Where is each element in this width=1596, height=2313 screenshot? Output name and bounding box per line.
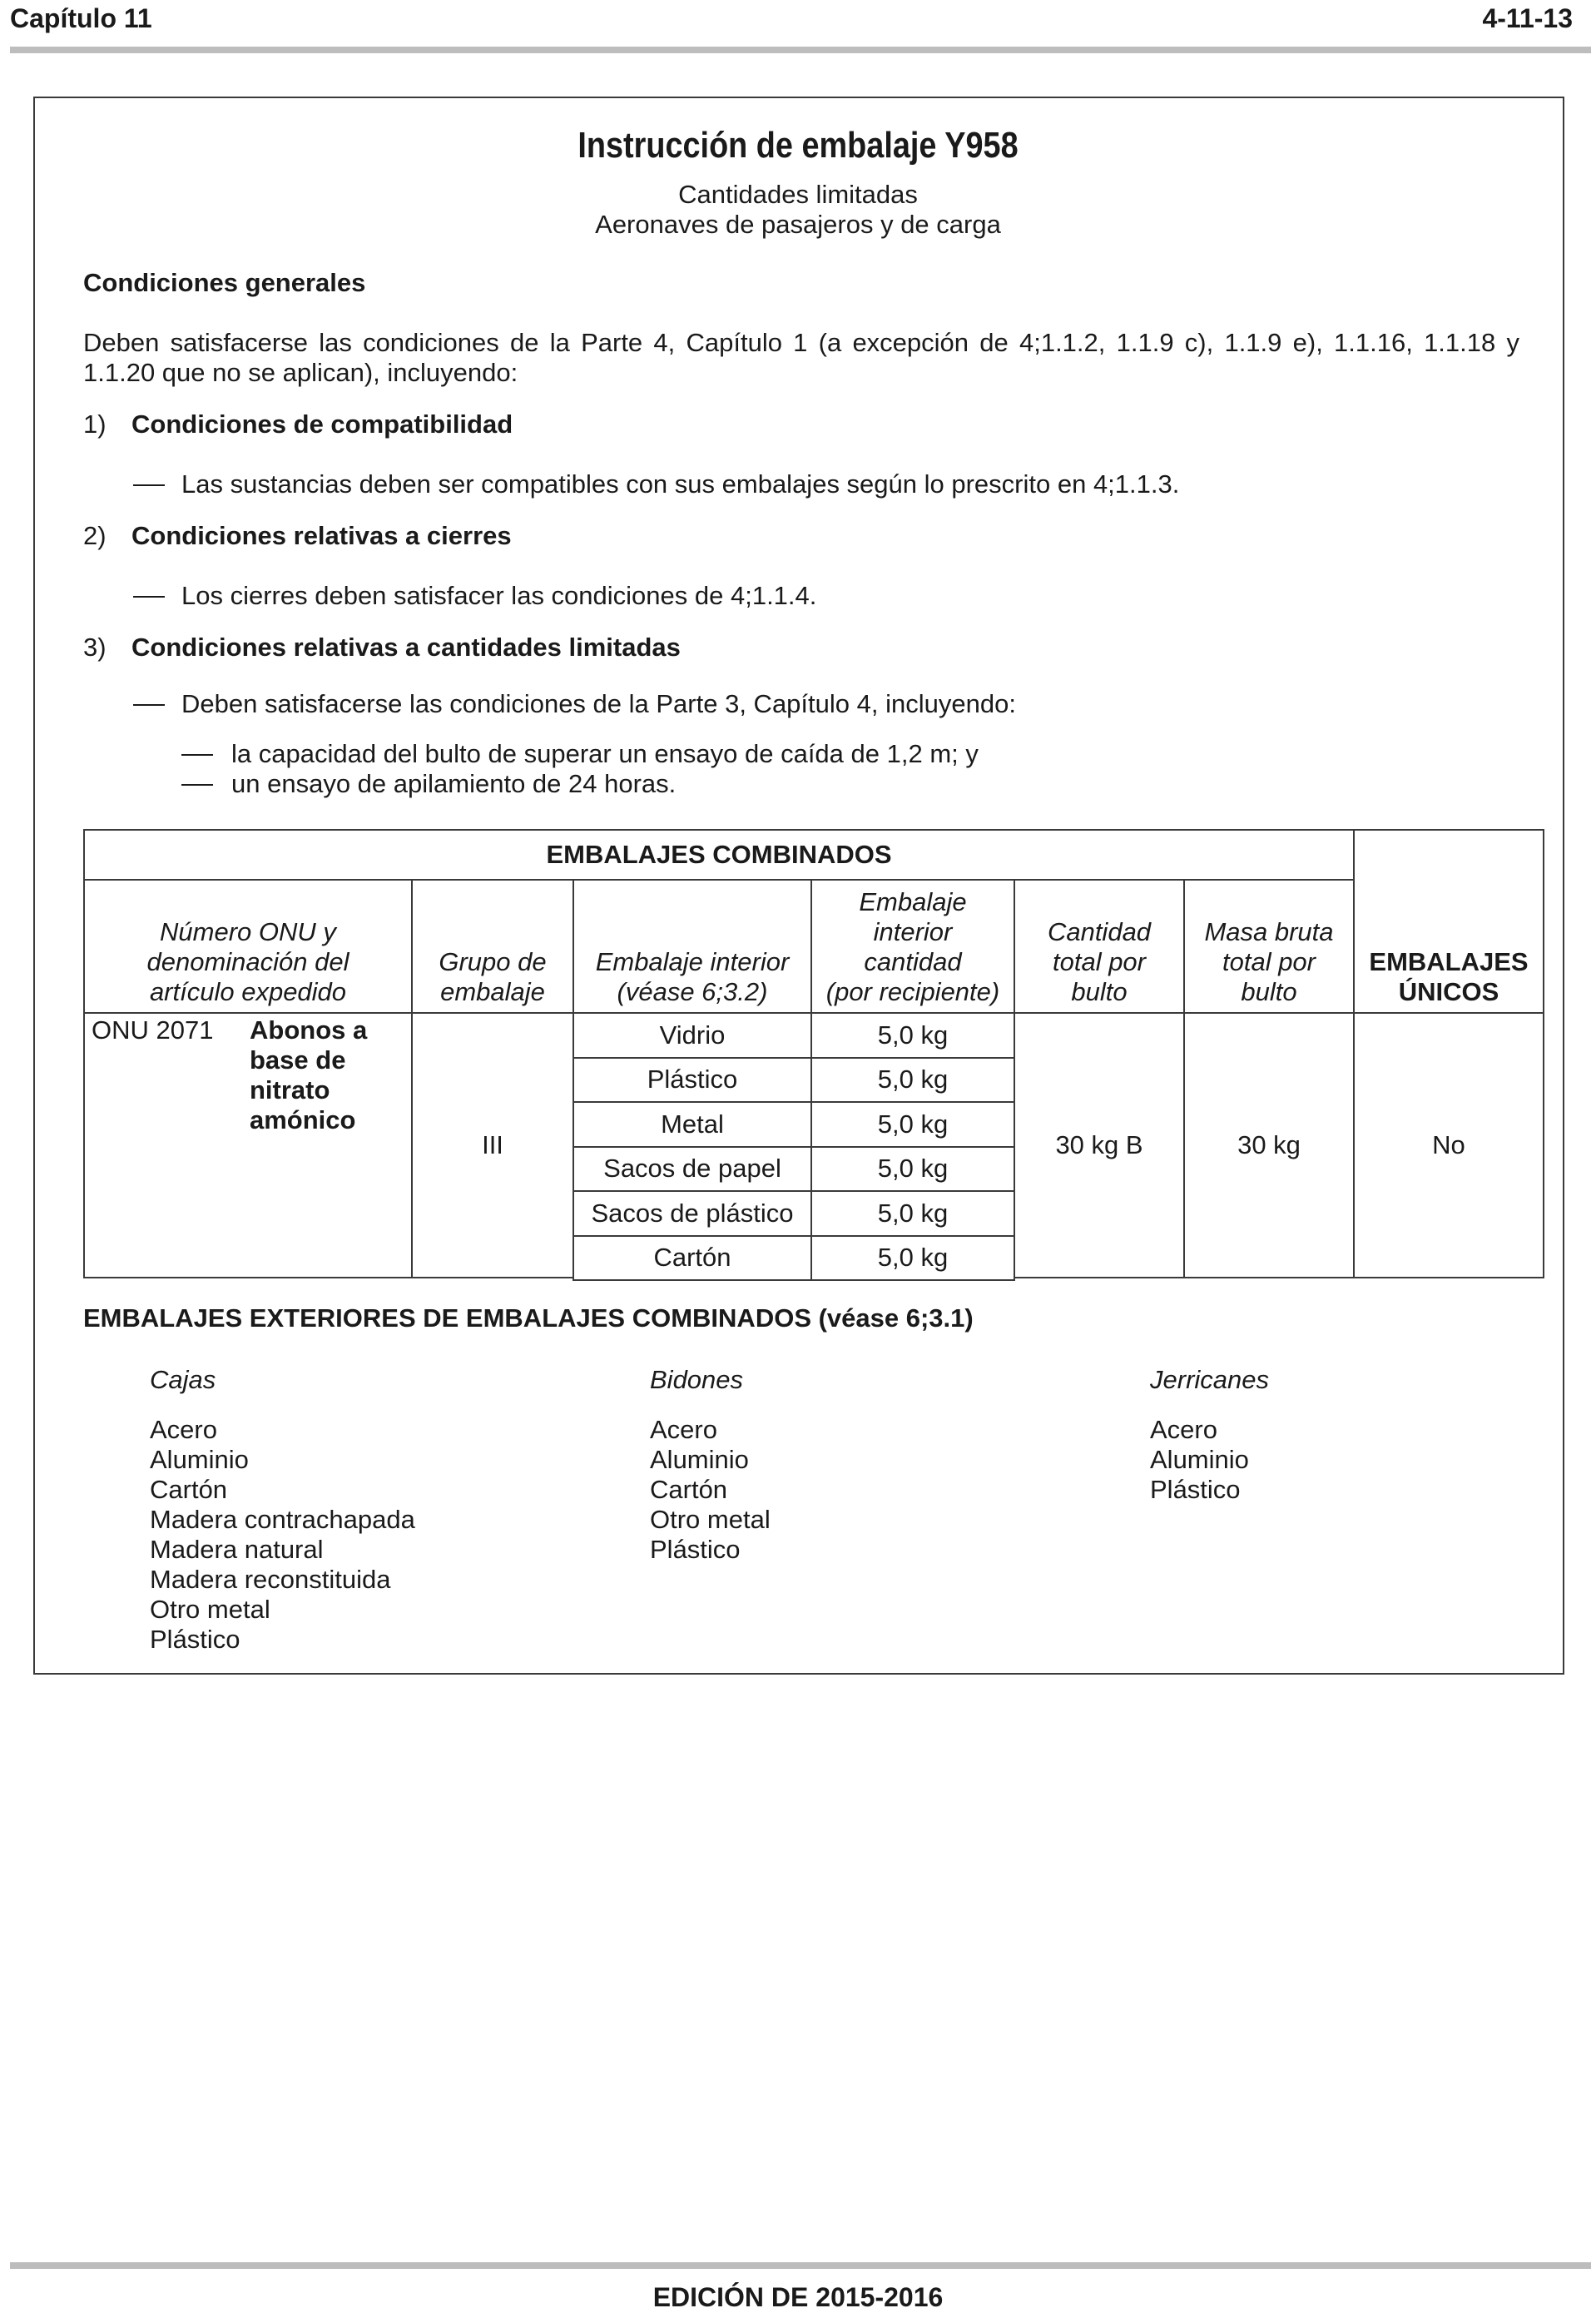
outer-packagings-heading: EMBALAJES EXTERIORES DE EMBALAJES COMBINADOS (véase 6;3.1) <box>83 1303 974 1333</box>
inner-packaging-cell: Sacos de papel <box>572 1146 812 1193</box>
condition-3-subitem-1: la capacidad del bulto de superar un ensayo de caída de 1,2 m; y <box>231 739 979 768</box>
dash-bullet <box>133 704 165 706</box>
un-number: ONU 2071 <box>92 1015 214 1045</box>
gross-mass-cell: 30 kg <box>1183 1012 1355 1278</box>
list-item: Aluminio <box>150 1445 249 1474</box>
general-conditions-heading: Condiciones generales <box>83 268 366 297</box>
inner-quantity-cell: 5,0 kg <box>810 1146 1015 1193</box>
col-header-un-name: Número ONU y denominación del artículo expedido <box>83 879 413 1014</box>
list-item: Aluminio <box>650 1445 749 1474</box>
col-header-packing-group: Grupo de embalaje <box>411 879 574 1014</box>
footer-rule <box>10 2262 1591 2269</box>
list-item: Madera reconstituida <box>150 1565 391 1594</box>
inner-quantity-cell: 5,0 kg <box>810 1235 1015 1282</box>
condition-1-text: Las sustancias deben ser compatibles con sus embalajes según lo prescrito en 4;1.1.3. <box>181 469 1180 499</box>
dash-bullet <box>181 784 213 786</box>
subtitle-quantities: Cantidades limitadas <box>678 180 918 209</box>
un-cell <box>83 1012 413 1278</box>
column-heading: Cajas <box>150 1365 216 1394</box>
outer-column-jerricans <box>1150 1365 1269 1505</box>
list-item: Plástico <box>150 1625 240 1654</box>
inner-quantity-cell: 5,0 kg <box>810 1190 1015 1237</box>
outer-column-boxes <box>150 1365 415 1655</box>
list-item: Acero <box>1150 1415 1217 1444</box>
dash-bullet <box>133 484 165 486</box>
list-item: Aluminio <box>1150 1445 1249 1474</box>
chapter-label: Capítulo 11 <box>10 3 152 33</box>
single-packagings-header: EMBALAJES ÚNICOS <box>1353 829 1544 1014</box>
inner-packaging-cell: Sacos de plástico <box>572 1190 812 1237</box>
packing-table <box>83 829 1544 1278</box>
condition-3-number: 3) <box>83 633 107 662</box>
list-item: Plástico <box>1150 1475 1241 1504</box>
condition-3-text: Deben satisfacerse las condiciones de la Parte 3, Capítulo 4, incluyendo: <box>181 689 1016 718</box>
un-proper-name: Abonos a base de nitrato amónico <box>250 1015 368 1134</box>
col-header-inner-quantity: Embalaje interior cantidad (por recipiente) <box>810 879 1015 1014</box>
list-item: Otro metal <box>150 1595 270 1624</box>
list-item: Acero <box>150 1415 217 1444</box>
dash-bullet <box>181 754 213 756</box>
list-item: Madera natural <box>150 1535 324 1564</box>
inner-packaging-cell: Vidrio <box>572 1012 812 1059</box>
condition-2-heading: Condiciones relativas a cierres <box>131 521 512 550</box>
list-item: Otro metal <box>650 1505 771 1534</box>
page-number: 4-11-13 <box>1482 3 1573 33</box>
edition-footer: EDICIÓN DE 2015-2016 <box>652 2282 944 2312</box>
condition-2-text: Los cierres deben satisfacer las condiciones de 4;1.1.4. <box>181 581 817 610</box>
page-title: Instrucción de embalaje Y958 <box>577 125 1019 166</box>
single-packagings-cell: No <box>1353 1012 1544 1278</box>
list-item: Madera contrachapada <box>150 1505 415 1534</box>
packing-group-cell: III <box>411 1012 574 1278</box>
column-heading: Jerricanes <box>1150 1365 1269 1394</box>
condition-1-heading: Condiciones de compatibilidad <box>131 409 513 439</box>
column-heading: Bidones <box>650 1365 744 1394</box>
list-item: Cartón <box>650 1475 728 1504</box>
header-rule <box>10 47 1591 53</box>
inner-packaging-cell: Metal <box>572 1101 812 1148</box>
condition-3-heading: Condiciones relativas a cantidades limitadas <box>131 633 681 662</box>
inner-quantity-cell: 5,0 kg <box>810 1057 1015 1104</box>
list-item: Cartón <box>150 1475 228 1504</box>
condition-1-number: 1) <box>83 409 107 439</box>
total-quantity-cell: 30 kg B <box>1014 1012 1185 1278</box>
condition-2-number: 2) <box>83 521 107 550</box>
condition-3-subitem-2: un ensayo de apilamiento de 24 horas. <box>231 769 677 798</box>
list-item: Acero <box>650 1415 717 1444</box>
intro-paragraph: Deben satisfacerse las condiciones de la Parte 4, Capítulo 1 (a excepción de 4;1.1.2, 1.1.9 c), 1.1.9 e), 1.1.16, 1.1.18 y 1.1.20 que no se aplican), incluyendo: <box>83 328 1519 387</box>
inner-quantity-cell: 5,0 kg <box>810 1012 1015 1059</box>
col-header-inner-packaging: Embalaje interior (véase 6;3.2) <box>572 879 812 1014</box>
subtitle-aircraft: Aeronaves de pasajeros y de carga <box>595 210 1001 239</box>
dash-bullet <box>133 596 165 598</box>
col-header-total-quantity: Cantidad total por bulto <box>1014 879 1185 1014</box>
combined-packagings-header: EMBALAJES COMBINADOS <box>83 829 1355 881</box>
list-item: Plástico <box>650 1535 741 1564</box>
col-header-gross-mass: Masa bruta total por bulto <box>1183 879 1355 1014</box>
inner-quantity-cell: 5,0 kg <box>810 1101 1015 1148</box>
outer-column-drums <box>650 1365 771 1565</box>
inner-packaging-cell: Cartón <box>572 1235 812 1282</box>
inner-packaging-cell: Plástico <box>572 1057 812 1104</box>
